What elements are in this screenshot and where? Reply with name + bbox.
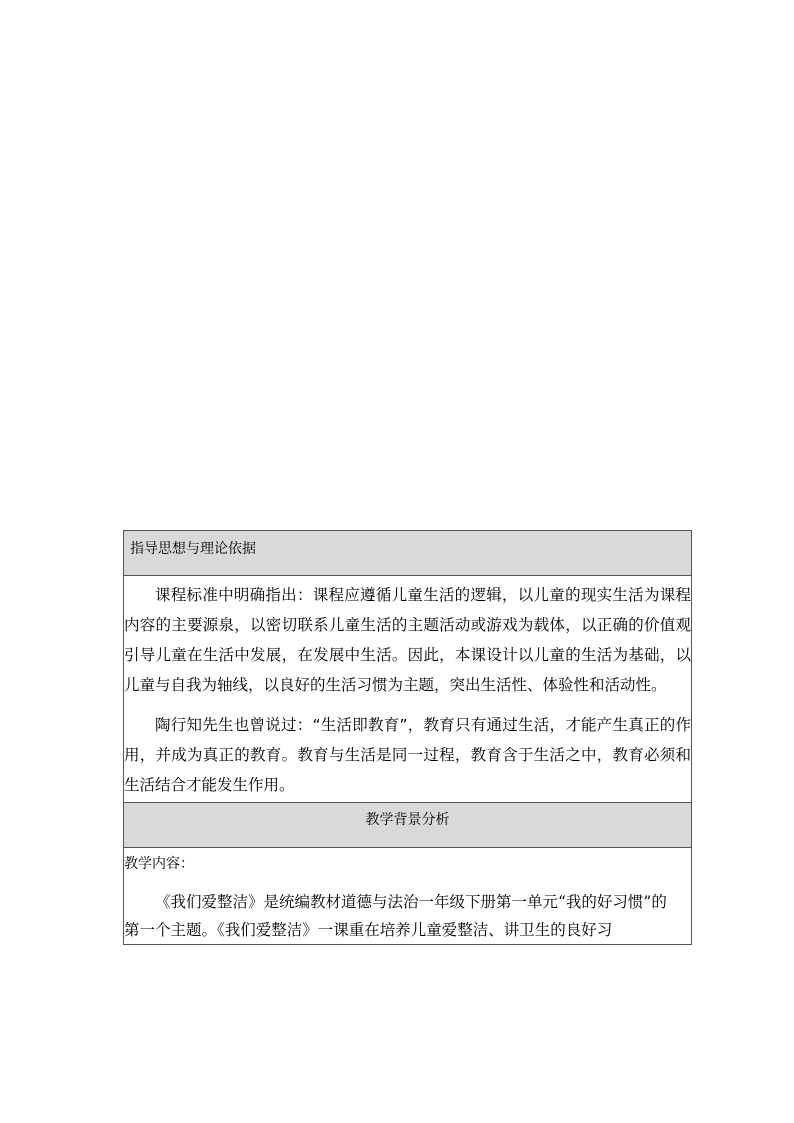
section-body-cell <box>124 576 692 803</box>
body-paragraph: 《我们爱整洁》是统编教材道德与法治一年级下册第一单元“我的好习惯”的第一个主题。《我们爱整洁》一课重在培养儿童爱整洁、讲卫生的良好习 <box>124 893 667 939</box>
section-heading: 指导思想与理论依据 <box>130 541 256 557</box>
section-body-cell <box>124 848 692 945</box>
table-row <box>124 803 692 848</box>
body-paragraph: 课程标准中明确指出：课程应遵循儿童生活的逻辑，以儿童的现实生活为课程内容的主要源泉，以密切联系儿童生活的主题活动或游戏为载体，以正确的价值观引导儿童在生活中发展，在发展中生活。因此，本课设计以儿童的生活为基础，以儿童与自我为轴线，以良好的生活习惯为主题，突出生活性、体验性和活动性。 <box>124 586 691 694</box>
table-row <box>124 531 692 576</box>
section-header-cell <box>124 531 692 576</box>
content-label: 教学内容： <box>124 856 194 872</box>
content-table <box>123 530 692 945</box>
section-header-cell <box>124 803 692 848</box>
section-heading: 教学背景分析 <box>365 812 450 828</box>
table-row <box>124 576 692 803</box>
table-row <box>124 848 692 945</box>
body-paragraph: 陶行知先生也曾说过：“生活即教育”，教育只有通过生活，才能产生真正的作用，并成为真正的教育。教育与生活是同一过程，教育含于生活之中，教育必须和生活结合才能发生作用。 <box>124 716 691 794</box>
